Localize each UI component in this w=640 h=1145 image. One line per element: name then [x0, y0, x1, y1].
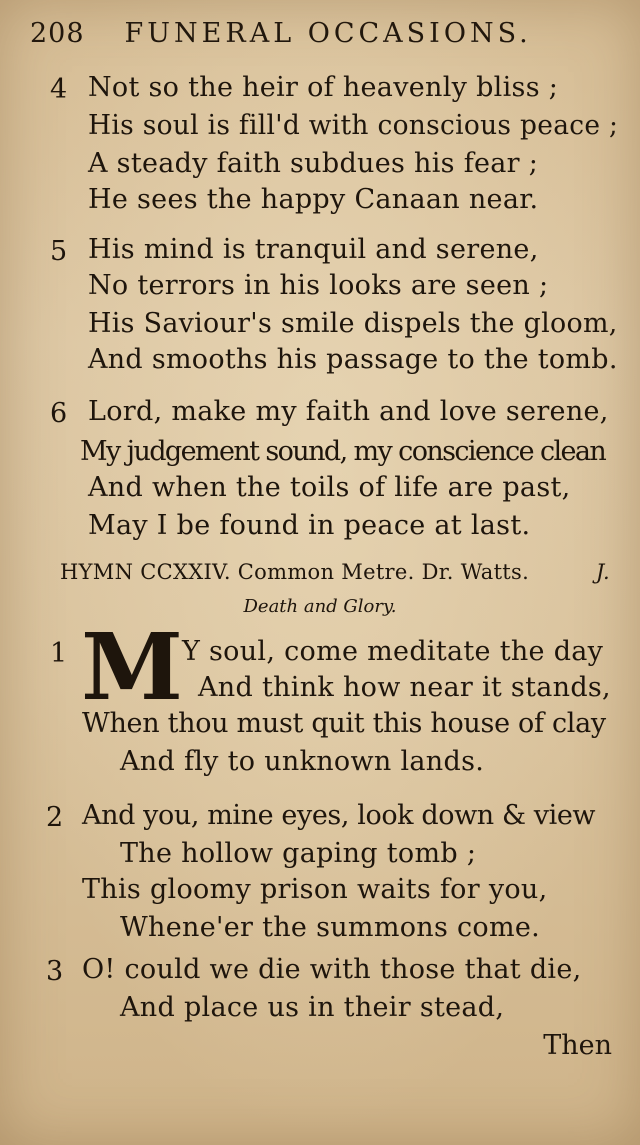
verse-line: His soul is fill'd with conscious peace ; [88, 110, 619, 141]
verse-line: No terrors in his looks are seen ; [88, 270, 549, 301]
verse-line: May I be found in peace at last. [88, 510, 531, 541]
verse-line: And fly to unknown lands. [120, 746, 485, 777]
verse-line: And think how near it stands, [198, 672, 611, 703]
verse-line: He sees the happy Canaan near. [88, 184, 539, 215]
stanza-number: 3 [46, 956, 64, 987]
page-number: 208 [30, 18, 85, 49]
verse-line: And place us in their stead, [120, 992, 505, 1023]
verse-line: And when the toils of life are past, [88, 472, 571, 503]
verse-line: And you, mine eyes, look down & view [82, 800, 596, 831]
stanza-number: 5 [50, 236, 68, 267]
verse-line: His Saviour's smile dispels the gloom, [88, 308, 618, 339]
verse-line: A steady faith subdues his fear ; [88, 148, 539, 179]
verse-line: This gloomy prison waits for you, [82, 874, 548, 905]
verse-line: Whene'er the summons come. [120, 912, 541, 943]
stanza-number: 1 [50, 638, 68, 669]
hymn-title: HYMN CCXXIV. Common Metre. Dr. Watts. [60, 560, 530, 584]
verse-line: Lord, make my faith and love serene, [88, 396, 609, 427]
verse-line: The hollow gaping tomb ; [120, 838, 477, 869]
verse-line: And smooths his passage to the tomb. [88, 344, 618, 375]
page-header [30, 18, 612, 58]
hymn-mark: J. [595, 560, 610, 584]
verse-line: O! could we die with those that die, [82, 954, 582, 985]
verse-line: Not so the heir of heavenly bliss ; [88, 72, 559, 103]
stanza-number: 6 [50, 398, 68, 429]
verse-line: Y soul, come meditate the day [182, 636, 604, 667]
verse-line: My judgement sound, my conscience clean [80, 436, 606, 467]
hymn-heading [60, 560, 610, 584]
hymn-subtitle: Death and Glory. [243, 596, 397, 617]
running-title: FUNERAL OCCASIONS. [124, 18, 532, 49]
verse-line: His mind is tranquil and serene, [88, 234, 539, 265]
stanza-number: 4 [50, 74, 68, 105]
verse-line: When thou must quit this house of clay [82, 708, 606, 739]
stanza-number: 2 [46, 802, 64, 833]
catchword: Then [543, 1030, 612, 1061]
drop-cap: M [81, 613, 179, 721]
